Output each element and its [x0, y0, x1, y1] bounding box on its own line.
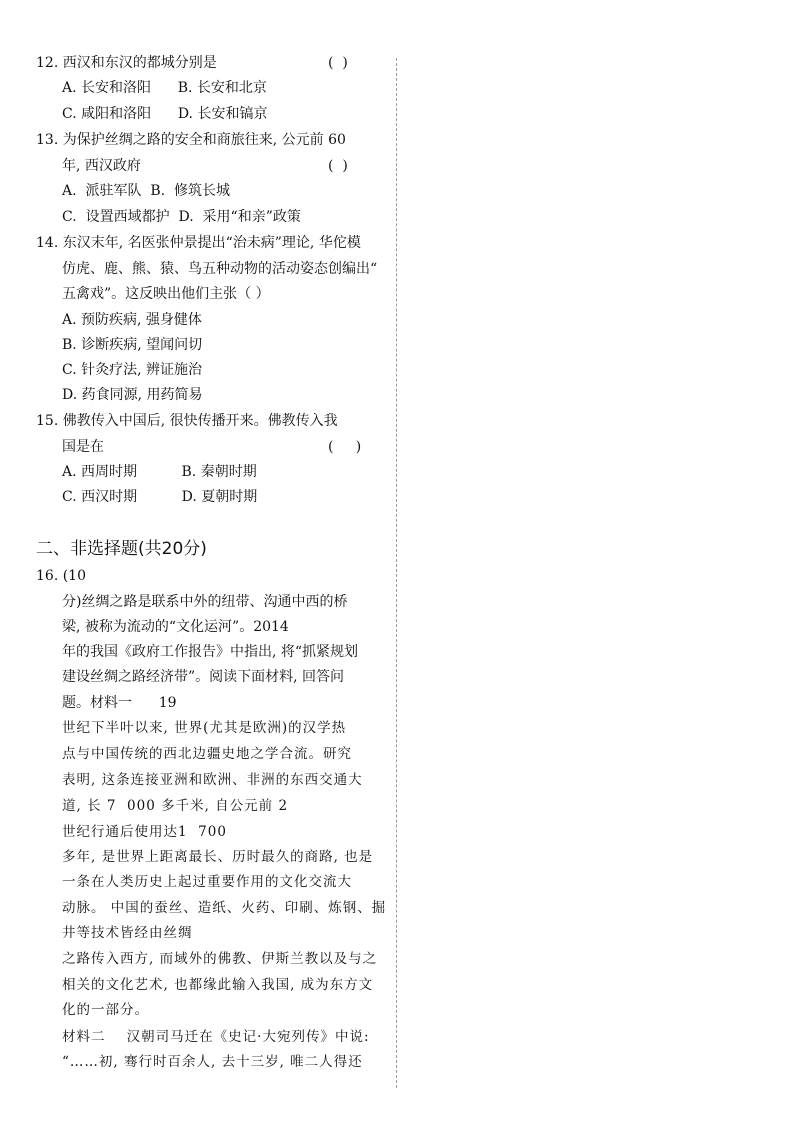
question-15-option-row: C. 西汉时期 D. 夏朝时期 — [62, 489, 258, 505]
question-13-option-row: C. 设置西域都护 D. 采用“和亲”政策 — [62, 209, 301, 225]
material-2-label: 材料二 — [62, 1029, 106, 1045]
material-1-line: 之路传入西方, 而域外的佛教、伊斯兰教以及与之 — [62, 951, 378, 967]
material-1-line: 表明, 这条连接亚洲和欧洲、非洲的东西交通大 — [62, 772, 363, 788]
material-1-line: 一条在人类历史上起过重要作用的文化交流大 — [62, 874, 352, 890]
material-2-line: “……初, 骞行时百余人, 去十三岁, 唯二人得还 — [62, 1054, 363, 1070]
material-1-line: 世纪下半叶以来, 世界(尤其是欧洲)的汉学热 — [62, 720, 347, 736]
material-1-line: 世纪行通后使用达1 700 — [62, 824, 227, 840]
material-1-line: 点与中国传统的西北边疆史地之学合流。研究 — [62, 746, 352, 762]
question-14-option: D. 药食同源, 用药简易 — [62, 387, 203, 403]
question-14-option: A. 预防疾病, 强身健体 — [62, 312, 202, 328]
material-1-line: 井等技术皆经由丝绸 — [62, 925, 193, 941]
question-15-stem: 15. 佛教传入中国后, 很快传播开来。佛教传入我 — [36, 413, 338, 429]
question-12-answer-paren: ( ) — [328, 55, 348, 71]
question-14-option: B. 诊断疾病, 望闻问切 — [62, 337, 203, 353]
material-2-line — [62, 1027, 370, 1047]
material-2-text: 汉朝司马迁在《史记·大宛列传》中说: — [105, 1029, 370, 1045]
margin-dashed-line — [396, 58, 397, 1088]
question-16-stem: 题。材料一 19 — [62, 695, 177, 711]
question-16-stem: 梁, 被称为流动的“文化运河”。2014 — [62, 619, 289, 635]
section-heading: 二、非选择题(共20分) — [36, 539, 207, 559]
question-12-option-row: C. 咸阳和洛阳 D. 长安和镐京 — [62, 106, 268, 122]
question-14-stem: 五禽戏”。这反映出他们主张（ ） — [62, 286, 270, 302]
question-12-stem: 12. 西汉和东汉的都城分别是 — [36, 55, 217, 71]
question-15-answer-paren: ( ) — [328, 439, 362, 455]
question-16-stem: 16. (10 — [36, 568, 86, 584]
question-13-stem: 13. 为保护丝绸之路的安全和商旅往来, 公元前 60 — [36, 132, 346, 148]
material-1-line: 动脉。 中国的蚕丝、造纸、火药、印刷、炼钢、掘 — [62, 900, 387, 916]
material-1-line: 化的一部分。 — [62, 1002, 149, 1018]
material-1-line: 道, 长 7 000 多千米, 自公元前 2 — [62, 798, 289, 814]
question-13-answer-paren: ( ) — [328, 158, 348, 174]
question-14-stem: 14. 东汉末年, 名医张仲景提出“治未病”理论, 华佗模 — [36, 235, 361, 251]
question-14-option: C. 针灸疗法, 辨证施治 — [62, 362, 203, 378]
question-13-stem: 年, 西汉政府 — [62, 158, 141, 174]
question-12-option-row: A. 长安和洛阳 B. 长安和北京 — [62, 80, 267, 96]
material-1-line: 多年, 是世界上距离最长、历时最久的商路, 也是 — [62, 849, 374, 865]
question-15-stem: 国是在 — [62, 439, 104, 455]
question-14-stem: 仿虎、鹿、熊、猿、鸟五种动物的活动姿态创编出“ — [62, 261, 378, 277]
question-16-stem: 年的我国《政府工作报告》中指出, 将“抓紧规划 — [62, 644, 359, 660]
question-13-option-row: A. 派驻军队 B. 修筑长城 — [62, 183, 230, 199]
question-15-option-row: A. 西周时期 B. 秦朝时期 — [62, 464, 257, 480]
question-16-stem: 建设丝绸之路经济带”。阅读下面材料, 回答问 — [62, 669, 345, 685]
question-16-stem: 分)丝绸之路是联系中外的纽带、沟通中西的桥 — [62, 594, 348, 610]
material-1-line: 相关的文化艺术, 也都缘此输入我国, 成为东方文 — [62, 977, 374, 993]
